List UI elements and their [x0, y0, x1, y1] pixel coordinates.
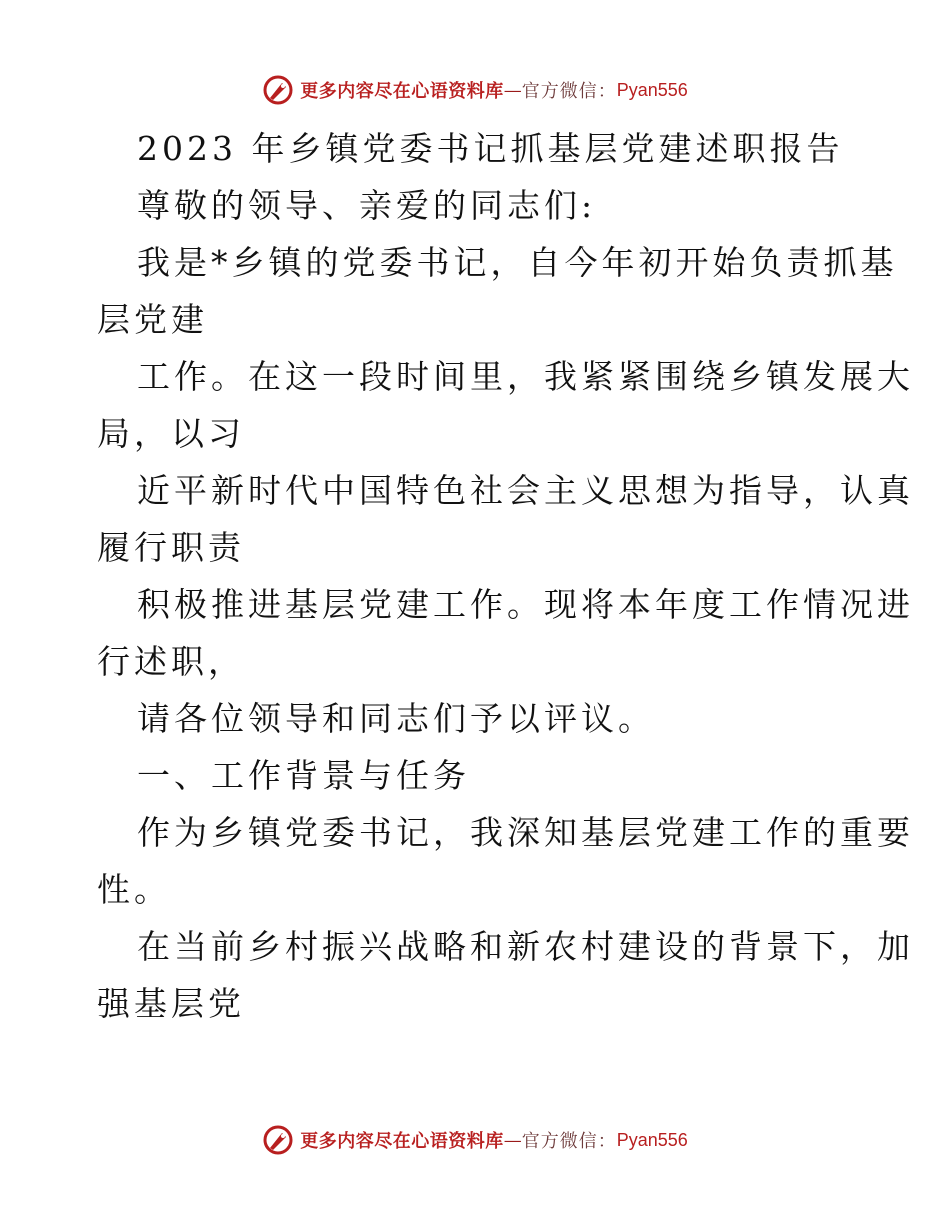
pen-nib-circle-icon [262, 1124, 294, 1156]
paragraph-line: 性。 [97, 870, 171, 909]
document-body [97, 120, 914, 1032]
paragraph-line: 在当前乡村振兴战略和新农村建设的背景下，加 [137, 927, 914, 966]
salutation: 尊敬的领导、亲爱的同志们: [137, 186, 597, 225]
watermark-main-text: 更多内容尽在心语资料库 [300, 81, 504, 102]
watermark-handle: Pyan556 [616, 79, 688, 100]
pen-nib-circle-icon [262, 74, 294, 106]
paragraph-line: 层党建 [97, 300, 208, 339]
watermark-dash: — [503, 79, 522, 101]
section-heading: 一、工作背景与任务 [137, 756, 470, 795]
paragraph-line: 工作。在这一段时间里，我紧紧围绕乡镇发展大 [137, 357, 914, 396]
watermark-handle: Pyan556 [616, 1129, 688, 1150]
paragraph-line: 我是*乡镇的党委书记，自今年初开始负责抓基 [137, 243, 898, 282]
paragraph-line: 强基层党 [97, 984, 245, 1023]
watermark-header [0, 70, 950, 110]
watermark-footer [0, 1120, 950, 1160]
document-title: 2023 年乡镇党委书记抓基层党建述职报告 [137, 129, 844, 168]
watermark-wechat-label: 官方微信： [521, 81, 617, 102]
watermark-main-text: 更多内容尽在心语资料库 [300, 1131, 504, 1152]
paragraph-line: 积极推进基层党建工作。现将本年度工作情况进 [137, 585, 914, 624]
paragraph-line: 行述职， [97, 642, 245, 681]
paragraph-line: 近平新时代中国特色社会主义思想为指导，认真 [137, 471, 914, 510]
paragraph-line: 履行职责 [97, 528, 245, 567]
paragraph-line: 作为乡镇党委书记，我深知基层党建工作的重要 [137, 813, 914, 852]
paragraph-line: 请各位领导和同志们予以评议。 [137, 699, 655, 738]
watermark-wechat-label: 官方微信： [521, 1131, 617, 1152]
watermark-dash: — [503, 1129, 522, 1151]
paragraph-line: 局，以习 [97, 414, 245, 453]
